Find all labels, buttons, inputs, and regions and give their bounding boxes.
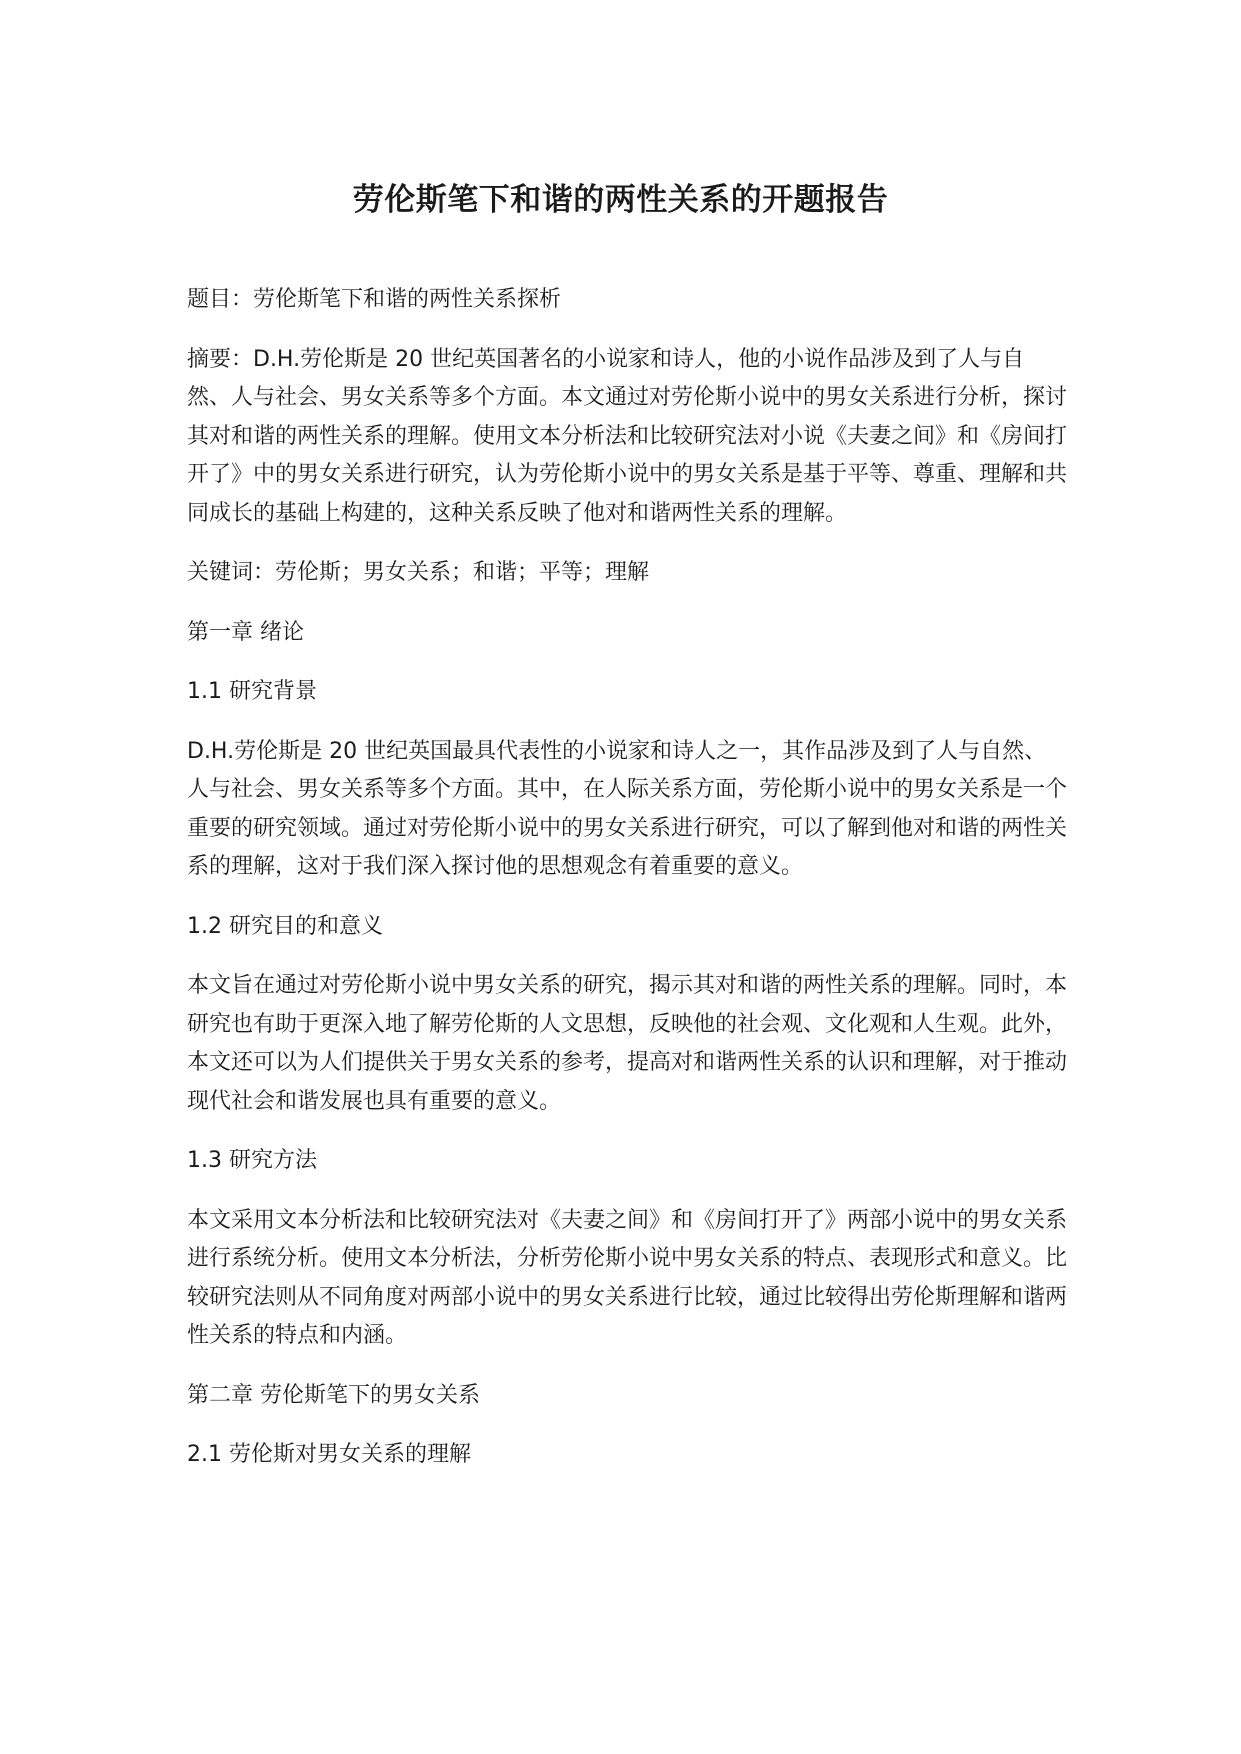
chapter-1-heading: 第一章 绪论 [187,619,304,645]
section-1-2-heading: 1.2 研究目的和意义 [187,913,383,939]
section-1-2-paragraph: 本文旨在通过对劳伦斯小说中男女关系的研究，揭示其对和谐的两性关系的理解。同时，本研究也有助于更深入地了解劳伦斯的人文思想，反映他的社会观、文化观和人生观。此外，本文还可以为人们提供关于男女关系的参考，提高对和谐两性关系的认识和理解，对于推动现代社会和谐发展也具有重要的意义。 [187,973,1068,1114]
document-body [187,281,1067,1496]
section-1-1-heading: 1.1 研究背景 [187,679,317,704]
topic-line: 题目：劳伦斯笔下和谐的两性关系探析 [187,287,562,312]
keywords-line: 关键词：劳伦斯；男女关系；和谐；平等；理解 [187,560,650,585]
section-1-3-heading: 1.3 研究方法 [187,1148,317,1173]
section-1-1-paragraph: D.H.劳伦斯是 20 世纪英国最具代表性的小说家和诗人之一，其作品涉及到了人与自然、人与社会、男女关系等多个方面。其中，在人际关系方面，劳伦斯小说中的男女关系是一个重要的研究领域。通过对劳伦斯小说中的男女关系进行研究，可以了解到他对和谐的两性关系的理解，这对于我们深入探讨他的思想观念有着重要的意义。 [187,738,1068,879]
section-1-3-paragraph: 本文采用文本分析法和比较研究法对《夫妻之间》和《房间打开了》两部小说中的男女关系进行系统分析。使用文本分析法，分析劳伦斯小说中男女关系的特点、表现形式和意义。比较研究法则从不同角度对两部小说中的男女关系进行比较，通过比较得出劳伦斯理解和谐两性关系的特点和内涵。 [187,1207,1068,1348]
document-title: 劳伦斯笔下和谐的两性关系的开题报告 [352,182,889,218]
section-2-1-heading: 2.1 劳伦斯对男女关系的理解 [187,1442,471,1467]
abstract-paragraph: 摘要：D.H.劳伦斯是 20 世纪英国著名的小说家和诗人，他的小说作品涉及到了人与自然、人与社会、男女关系等多个方面。本文通过对劳伦斯小说中的男女关系进行分析，探讨其对和谐的两性关系的理解。使用文本分析法和比较研究法对小说《夫妻之间》和《房间打开了》中的男女关系进行研究，认为劳伦斯小说中的男女关系是基于平等、尊重、理解和共同成长的基础上构建的，这种关系反映了他对和谐两性关系的理解。 [187,346,1068,526]
chapter-2-heading: 第二章 劳伦斯笔下的男女关系 [187,1382,480,1408]
